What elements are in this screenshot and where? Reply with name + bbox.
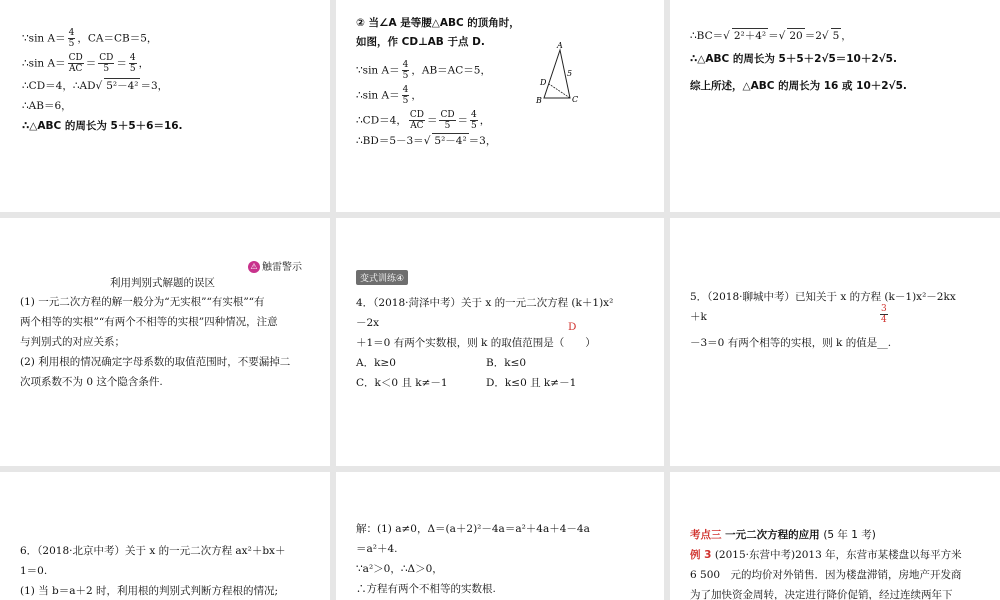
- solution-line: ∴方程有两个不相等的实数根.: [356, 583, 496, 595]
- denominator: 5: [129, 64, 136, 74]
- question-line: 6．（2018·北京中考）关于 x 的一元二次方程 ax²＋bx＋: [20, 545, 286, 557]
- text: ＝: [116, 57, 127, 70]
- text: ，CA＝CB＝5，: [77, 32, 158, 45]
- label-side: 5: [567, 69, 573, 78]
- denominator: 5: [68, 39, 75, 49]
- label-c: C: [572, 95, 579, 104]
- sqrt-symbol: √: [423, 135, 431, 147]
- line-sin-a: [356, 85, 422, 106]
- text: ＝: [85, 57, 97, 70]
- numerator: CD: [409, 110, 424, 120]
- solution-line: ＝a²＋4.: [356, 543, 398, 555]
- text: ＝3，: [140, 80, 169, 92]
- slide-panel-8: [336, 472, 664, 600]
- radicand: 2²＋4²: [733, 30, 767, 42]
- sqrt-symbol: √: [95, 80, 103, 92]
- question-line: ＋k: [690, 311, 707, 323]
- answer-fraction: [878, 304, 890, 325]
- text: ∵sin A＝: [22, 32, 66, 45]
- text: (2015·东营中考)2013 年，东营市某楼盘以每平方米: [714, 549, 962, 561]
- example-line: 6 500 元的均价对外销售．因为楼盘滞销，房地产开发商: [690, 569, 962, 581]
- answer-mark: D: [568, 321, 577, 333]
- text: ＝3，: [468, 135, 497, 147]
- line-sin-a-ratio: [22, 53, 149, 74]
- fraction: [402, 85, 410, 106]
- line-ad: [22, 78, 168, 93]
- slide-panel-9: [670, 472, 1000, 600]
- warning-icon: ⚠: [248, 261, 260, 273]
- label-a: A: [557, 41, 563, 50]
- paragraph-line: 次项系数不为 0 这个隐含条件.: [20, 376, 163, 388]
- line-perimeter: ∴△ABC 的周长为 5＋5＋2√5＝10＋2√5.: [690, 53, 897, 65]
- altitude-cd: [549, 84, 570, 98]
- heading-note: (5 年 1 考): [823, 529, 876, 541]
- line-case-2: ② 当∠A 是等腰△ABC 的顶角时，: [356, 17, 520, 29]
- section-title: 利用判别式解题的误区: [110, 277, 215, 289]
- option-b: B．k≤0: [486, 357, 527, 369]
- denominator: AC: [68, 64, 83, 74]
- numerator: 4: [402, 60, 409, 70]
- radicand: 5²－4²: [106, 80, 139, 92]
- fraction: [68, 53, 84, 74]
- example-line: [690, 548, 962, 562]
- badge-label: 触雷警示: [262, 262, 302, 273]
- question-line: 5．（2018·聊城中考）已知关于 x 的方程 (k－1)x²－2kx: [690, 291, 956, 303]
- slide-panel-3: [670, 0, 1000, 212]
- numerator: 4: [471, 110, 477, 120]
- numerator: 3: [881, 304, 887, 314]
- line-sin-a-given: [356, 60, 491, 81]
- slide-panel-7: [0, 472, 330, 600]
- example-label: 例 3: [690, 549, 712, 561]
- text: ，: [841, 30, 852, 42]
- paragraph-line: (1) 一元二次方程的解一般分为“无实根”“有实根”“有: [20, 296, 265, 308]
- heading-text: 一元二次方程的应用: [725, 529, 820, 541]
- fraction: [68, 28, 76, 49]
- line-construct: 如图，作 CD⊥AB 于点 D.: [356, 36, 485, 48]
- denominator: 5: [103, 64, 110, 74]
- fraction: [409, 110, 425, 131]
- fraction: [98, 53, 114, 74]
- question-line: 4．（2018·菏泽中考）关于 x 的一元二次方程 (k＋1)x²: [356, 297, 614, 309]
- line-conclusion: 综上所述，△ABC 的周长为 16 或 10＋2√5.: [690, 80, 907, 92]
- text: ，: [138, 57, 150, 70]
- line-bd: [356, 133, 496, 148]
- slide-panel-1: [0, 0, 330, 212]
- text: ∴BD＝5－3＝: [356, 135, 424, 147]
- numerator: CD: [68, 53, 83, 63]
- option-a: A．k≥0: [356, 357, 396, 369]
- solution-line: ∵a²＞0，∴Δ＞0，: [356, 563, 443, 575]
- paragraph-line: (2) 利用根的情况确定字母系数的取值范围时，不要漏掉二: [20, 356, 291, 368]
- text: ∴CD＝4，∴AD: [22, 80, 96, 92]
- solution-line: 解：(1) a≠0，Δ＝(a＋2)²－4a＝a²＋4a＋4－4a: [356, 523, 590, 535]
- fraction: [129, 53, 137, 74]
- slide-panel-5: [336, 218, 664, 466]
- text: ，: [479, 114, 491, 127]
- text: ，AB＝AC＝5，: [411, 64, 491, 77]
- text: ∵sin A＝: [356, 64, 400, 77]
- question-line: 1＝0.: [20, 565, 48, 577]
- text: ，: [411, 89, 422, 102]
- triangle-figure: [532, 40, 592, 110]
- topic-heading: [690, 528, 876, 542]
- line-bc: ∴BC＝√ 2²＋4² ＝√ 20 ＝2√ 5 ，: [690, 30, 852, 42]
- numerator: 4: [402, 85, 409, 95]
- label-b: B: [536, 96, 542, 105]
- numerator: CD: [440, 110, 455, 120]
- variant-practice-tag: [356, 266, 408, 285]
- question-line: －3＝0 有两个相等的实根，则 k 的值是__.: [690, 337, 892, 349]
- text: ∴sin A＝: [22, 57, 66, 70]
- line-cd: ∴CD＝4， $\frac{CD}{AC}$ ＝ $\frac{CD}{5}$ ＝ $\frac{4}{5}$ ，: [356, 110, 491, 131]
- slide-panel-6: [670, 218, 1000, 466]
- numerator: CD: [99, 53, 114, 63]
- option-d: D．k≤0 且 k≠－1: [486, 377, 577, 389]
- question-line: (1) 当 b＝a＋2 时，利用根的判别式判断方程根的情况;: [20, 585, 279, 597]
- label-d: D: [540, 78, 547, 87]
- text: ＝: [768, 30, 779, 42]
- denominator: AC: [410, 121, 424, 131]
- radicand: 5²－4²: [434, 135, 467, 147]
- fraction: [402, 60, 410, 81]
- heading-label: 考点三: [690, 529, 722, 541]
- warning-badge: [248, 258, 302, 273]
- text: ＝2: [804, 30, 822, 42]
- line-perimeter: ∴△ABC 的周长为 5＋5＋6＝16.: [22, 120, 183, 132]
- fraction: [439, 110, 455, 131]
- paragraph-line: 两个相等的实根”“有两个不相等的实根”四种情况，注意: [20, 316, 278, 328]
- text: ∴sin A＝: [356, 89, 400, 102]
- slide-panel-4: [0, 218, 330, 466]
- numerator: 4: [68, 28, 75, 38]
- tag-label: 变式训练④: [356, 270, 408, 285]
- denominator: 5: [471, 121, 477, 131]
- example-line: 为了加快资金周转，决定进行降价促销，经过连续两年下: [690, 589, 953, 600]
- text: ∴CD＝4，: [356, 114, 407, 127]
- denominator: 5: [402, 96, 409, 106]
- line-ab: ∴AB＝6，: [22, 100, 72, 112]
- fraction: [470, 110, 478, 131]
- option-c: C．k＜0 且 k≠－1: [356, 377, 448, 389]
- question-line: －2x: [356, 317, 380, 329]
- denominator: 5: [444, 121, 451, 131]
- question-line: ＋1＝0 有两个实数根，则 k 的取值范围是（ ）: [356, 337, 596, 349]
- numerator: 4: [129, 53, 136, 63]
- fraction: [880, 304, 888, 325]
- line-sin-a-given: [22, 28, 157, 49]
- text: ∴BC＝: [690, 30, 724, 42]
- denominator: 5: [402, 71, 409, 81]
- paragraph-line: 与判别式的对应关系；: [20, 336, 125, 348]
- slide-panel-2: [336, 0, 664, 212]
- radicand: 20: [789, 30, 803, 42]
- radicand: 5: [832, 30, 840, 42]
- denominator: 4: [881, 315, 887, 325]
